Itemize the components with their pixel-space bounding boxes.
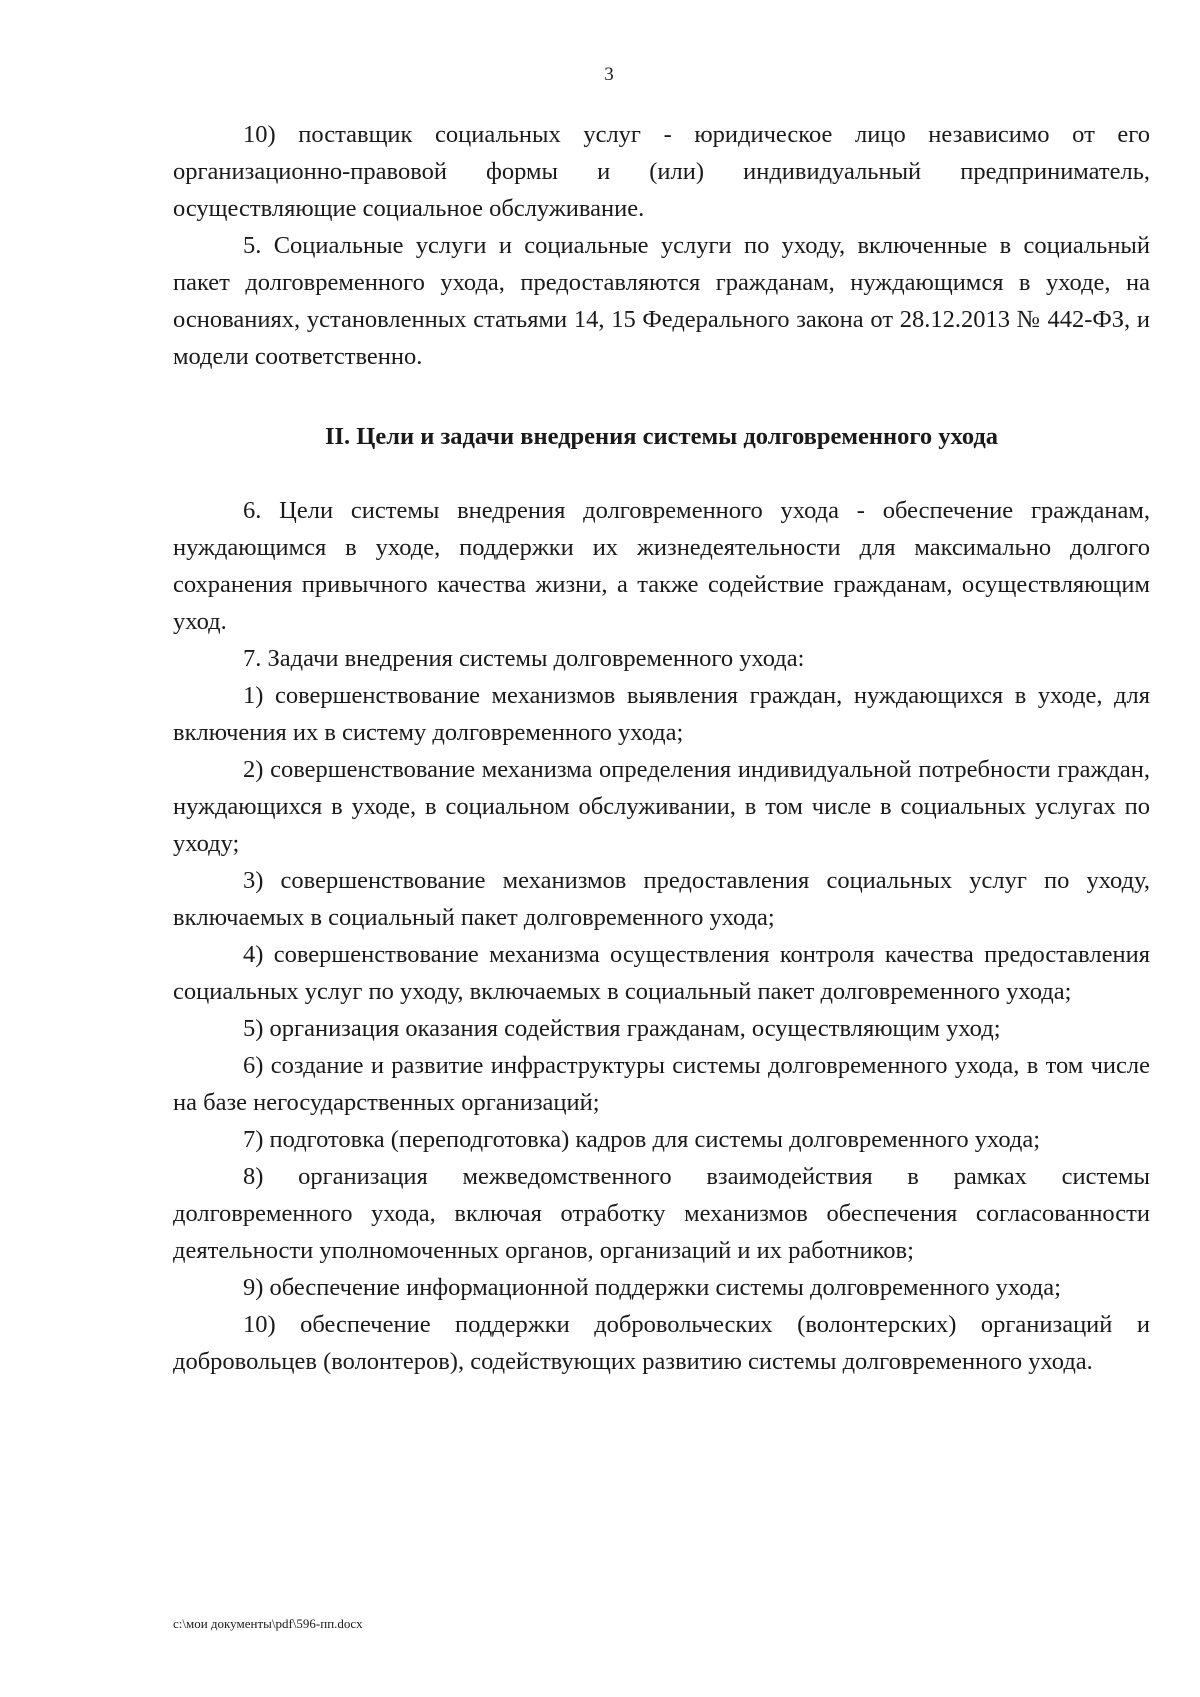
task-item-9: 9) обеспечение информационной поддержки системы долговременного ухода; (243, 1274, 1061, 1301)
section-heading: II. Цели и задачи внедрения системы долговременного ухода (324, 423, 999, 450)
paragraph-item-10-provider: 10) поставщик социальных услуг - юридическое лицо независимо от его организационно-правовой формы и (или) индивидуальный предприниматель, осуществляющие социальное обслуживание. (173, 121, 1150, 222)
task-item-8: 8) организация межведомственного взаимодействия в рамках системы долговременного ухода, включая отработку механизмов обеспечения согласованности деятельности уполномоченных органов, организаций и их работников; (173, 1163, 1150, 1264)
task-item-4: 4) совершенствование механизма осуществления контроля качества предоставления социальных услуг по уходу, включаемых в социальный пакет долговременного ухода; (173, 941, 1150, 1005)
task-item-2: 2) совершенствование механизма определения индивидуальной потребности граждан, нуждающихся в уходе, в социальном обслуживании, в том числе в социальных услугах по уходу; (173, 756, 1150, 857)
file-path-footer: c:\мои документы\pdf\596-пп.docx (173, 1616, 363, 1631)
task-item-1: 1) совершенствование механизмов выявления граждан, нуждающихся в уходе, для включения их в систему долговременного ухода; (173, 682, 1150, 746)
task-item-10: 10) обеспечение поддержки добровольческих (волонтерских) организаций и добровольцев (волонтеров), содействующих развитию системы долговременного ухода. (173, 1311, 1150, 1375)
page-number: 3 (604, 64, 614, 85)
task-item-7: 7) подготовка (переподготовка) кадров для системы долговременного ухода; (243, 1126, 1041, 1153)
task-item-3: 3) совершенствование механизмов предоставления социальных услуг по уходу, включаемых в социальный пакет долговременного ухода; (173, 867, 1150, 931)
task-item-5: 5) организация оказания содействия гражданам, осуществляющим уход; (243, 1015, 1001, 1042)
top-text-block (173, 116, 1150, 375)
main-text-block (173, 492, 1150, 1380)
task-item-6: 6) создание и развитие инфраструктуры системы долговременного ухода, в том числе на базе негосударственных организаций; (173, 1052, 1150, 1116)
paragraph-6-goals: 6. Цели системы внедрения долговременного ухода - обеспечение гражданам, нуждающимся в уходе, поддержки их жизнедеятельности для максимально долгого сохранения привычного качества жизни, а также содействие гражданам, осуществляющим уход. (173, 497, 1150, 635)
paragraph-7-tasks: 7. Задачи внедрения системы долговременного ухода: (243, 645, 805, 672)
paragraph-5-social-services: 5. Социальные услуги и социальные услуги по уходу, включенные в социальный пакет долговременного ухода, предоставляются гражданам, нуждающимся в уходе, на основаниях, установленных статьями 14, 15 Федерального закона от 28.12.2013 № 442-ФЗ, и модели соответственно. (173, 232, 1150, 370)
